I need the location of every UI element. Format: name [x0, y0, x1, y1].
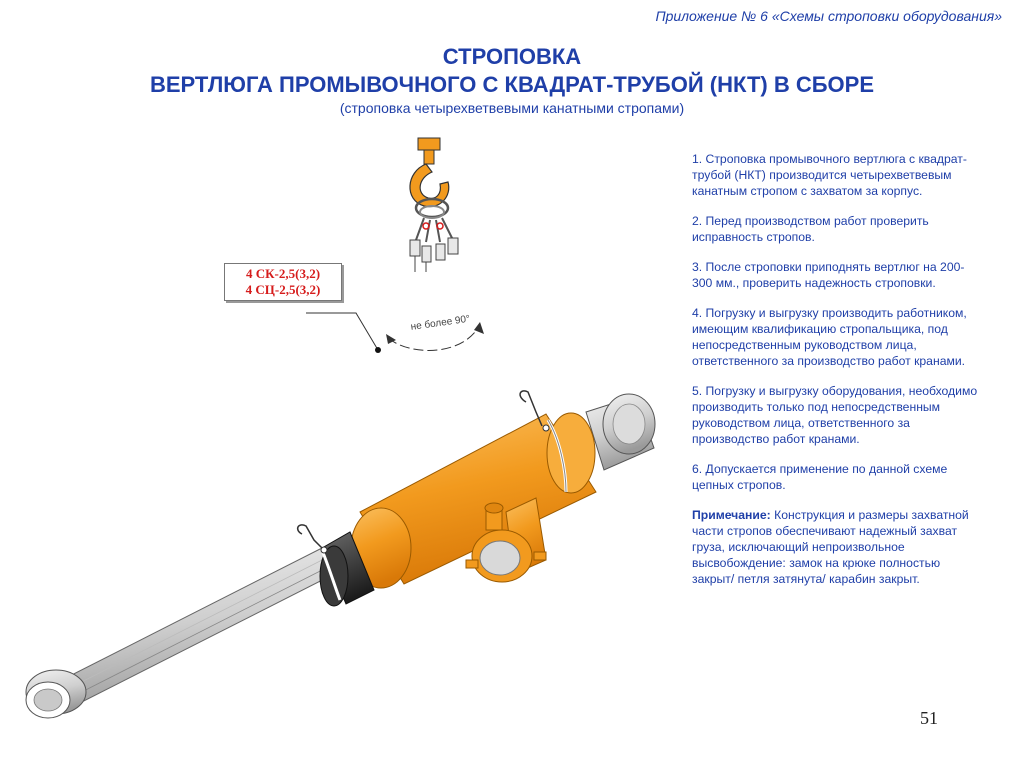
instruction-item: 1. Строповка промывочного вертлюга с квадрат-трубой (НКТ) производится четырехветвевым канатным стропом с захватом за корпус. [692, 152, 967, 198]
sling-hook-left-icon [298, 525, 327, 553]
angle-label: не более 90° [410, 313, 471, 333]
sling-type-label [224, 263, 342, 301]
instruction-item: 6. Допускается применение по данной схеме цепных стропов. [692, 462, 948, 492]
instruction-item: 3. После строповки приподнять вертлюг на 200-300 мм., проверить надежность строповки. [692, 260, 965, 290]
crane-hook-icon [410, 138, 458, 272]
sling-type-2: 4 СЦ-2,5(3,2) [245, 282, 321, 297]
appendix-caption: Приложение № 6 «Схемы строповки оборудования» [655, 8, 1002, 24]
angle-arrow-right [474, 322, 484, 334]
instruction-item: 4. Погрузку и выгрузку производить работником, имеющим квалификацию стропальщика, под непосредственным руководством лица, ответственного за производство работ кранами. [692, 306, 967, 368]
instruction-item: 5. Погрузку и выгрузку оборудования, необходимо производить только под непосредственным руководством лица, ответственного за производство работ кранами. [692, 384, 978, 446]
page-subtitle: (строповка четырехветвевыми канатными стропами) [339, 100, 685, 116]
sling-type-1: 4 СК-2,5(3,2) [245, 266, 321, 281]
nkt-tube [26, 548, 346, 718]
leader-dot [375, 347, 381, 353]
page-number: 51 [920, 708, 938, 728]
instructions-panel [692, 151, 982, 601]
instruction-item: 2. Перед производством работ проверить исправность стропов. [692, 214, 929, 244]
page-title-line2: ВЕРТЛЮГА ПРОМЫВОЧНОГО С КВАДРАТ-ТРУБОЙ (НКТ) В СБОРЕ [149, 72, 874, 97]
note [692, 507, 982, 587]
page-title-line1: СТРОПОВКА [442, 44, 582, 69]
note-label: Примечание: [692, 508, 771, 522]
note-text: Конструкция и размеры захватной части стропов обеспечивают надежный захват груза, исключающий непроизвольное высвобождение: замок на крюке полностью закрыт/ петля затянута/ карабин закрыт. [692, 508, 969, 586]
label-leader-line [306, 313, 378, 350]
swivel-top-cylinder [586, 394, 655, 470]
angle-arc [388, 328, 478, 350]
swivel-body [351, 413, 596, 588]
